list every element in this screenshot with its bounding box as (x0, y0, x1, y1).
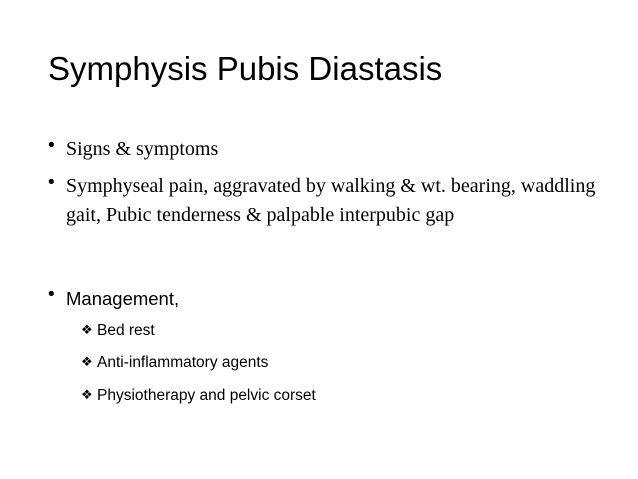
sub-item-physiotherapy (81, 384, 601, 408)
diamond-bullet-icon: ❖ (81, 323, 93, 338)
bullet-management (48, 284, 608, 313)
bullet-dot-icon: • (48, 172, 55, 193)
diamond-bullet-icon: ❖ (81, 355, 93, 370)
sub-item-anti-inflammatory (81, 351, 601, 375)
slide-title: Symphysis Pubis Diastasis (48, 50, 443, 87)
sub-item-text: Physiotherapy and pelvic corset (97, 387, 316, 404)
diamond-bullet-icon: ❖ (81, 388, 93, 403)
bullet-dot-icon: • (48, 284, 55, 305)
bullet-signs-symptoms (48, 135, 608, 164)
sub-item-text: Bed rest (97, 322, 155, 339)
bullet-text: Symphyseal pain, aggravated by walking & wt. bearing, waddling gait, Pubic tenderness & palpable interpubic gap (66, 175, 596, 226)
sub-item-bed-rest (81, 319, 601, 343)
bullet-dot-icon: • (48, 135, 55, 156)
bullet-symphyseal-pain (48, 172, 608, 230)
bullet-text: Signs & symptoms (66, 138, 219, 160)
bullet-text: Management, (66, 288, 180, 309)
sub-item-text: Anti-inflammatory agents (97, 354, 269, 371)
